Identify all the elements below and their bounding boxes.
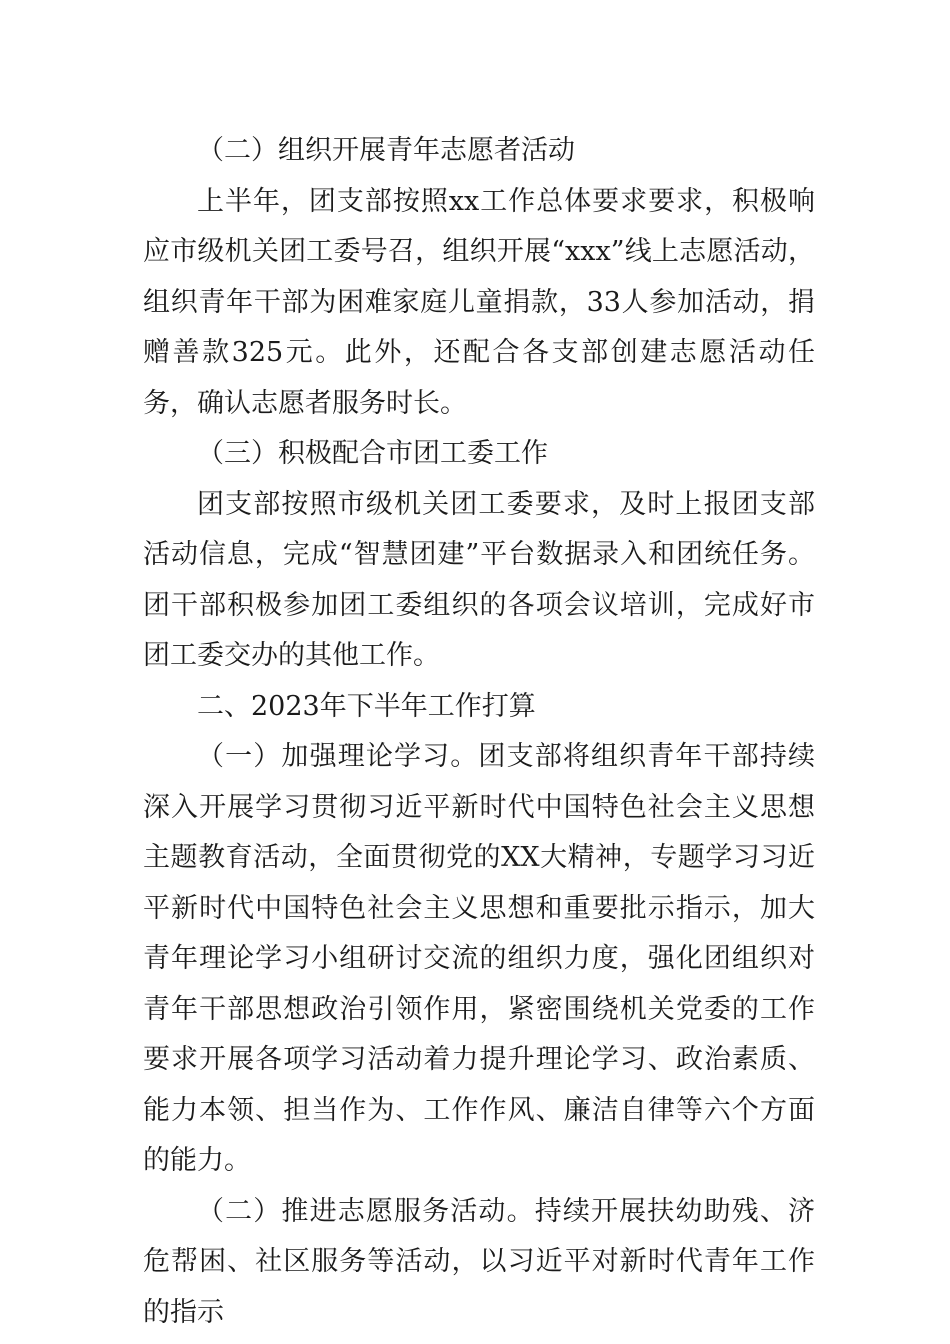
heading-cooperate-committee: （三）积极配合市团工委工作 [197, 438, 548, 469]
heading-second-half-plan: 二、2023年下半年工作打算 [197, 690, 536, 722]
paragraph-volunteer-summary: 上半年，团支部按照xx工作总体要求要求，积极响应市级机关团工委号召，组织开展“xxx”线上志愿活动，组织青年干部为困难家庭儿童捐款，33人参加活动，捐赠善款325元。此外，还配合各支部创建志愿活动任务，确认志愿者服务时长。 [143, 185, 815, 419]
heading-volunteer-activities: （二）组织开展青年志愿者活动 [197, 135, 575, 166]
paragraph-volunteer-service: （二）推进志愿服务活动。持续开展扶幼助残、济危帮困、社区服务等活动，以习近平对新时代青年工作的指示 [143, 1195, 815, 1328]
document-body [143, 126, 815, 1338]
paragraph-theory-study: （一）加强理论学习。团支部将组织青年干部持续深入开展学习贯彻习近平新时代中国特色社会主义思想主题教育活动，全面贯彻党的XX大精神，专题学习习近平新时代中国特色社会主义思想和重要批示指示，加大青年理论学习小组研讨交流的组织力度，强化团组织对青年干部思想政治引领作用，紧密围绕机关党委的工作要求开展各项学习活动着力提升理论学习、政治素质、能力本领、担当作为、工作作风、廉洁自律等六个方面的能力。 [143, 741, 815, 1176]
paragraph-committee-work: 团支部按照市级机关团工委要求，及时上报团支部活动信息，完成“智慧团建”平台数据录入和团统任务。团干部积极参加团工委组织的各项会议培训，完成好市团工委交办的其他工作。 [143, 488, 815, 671]
